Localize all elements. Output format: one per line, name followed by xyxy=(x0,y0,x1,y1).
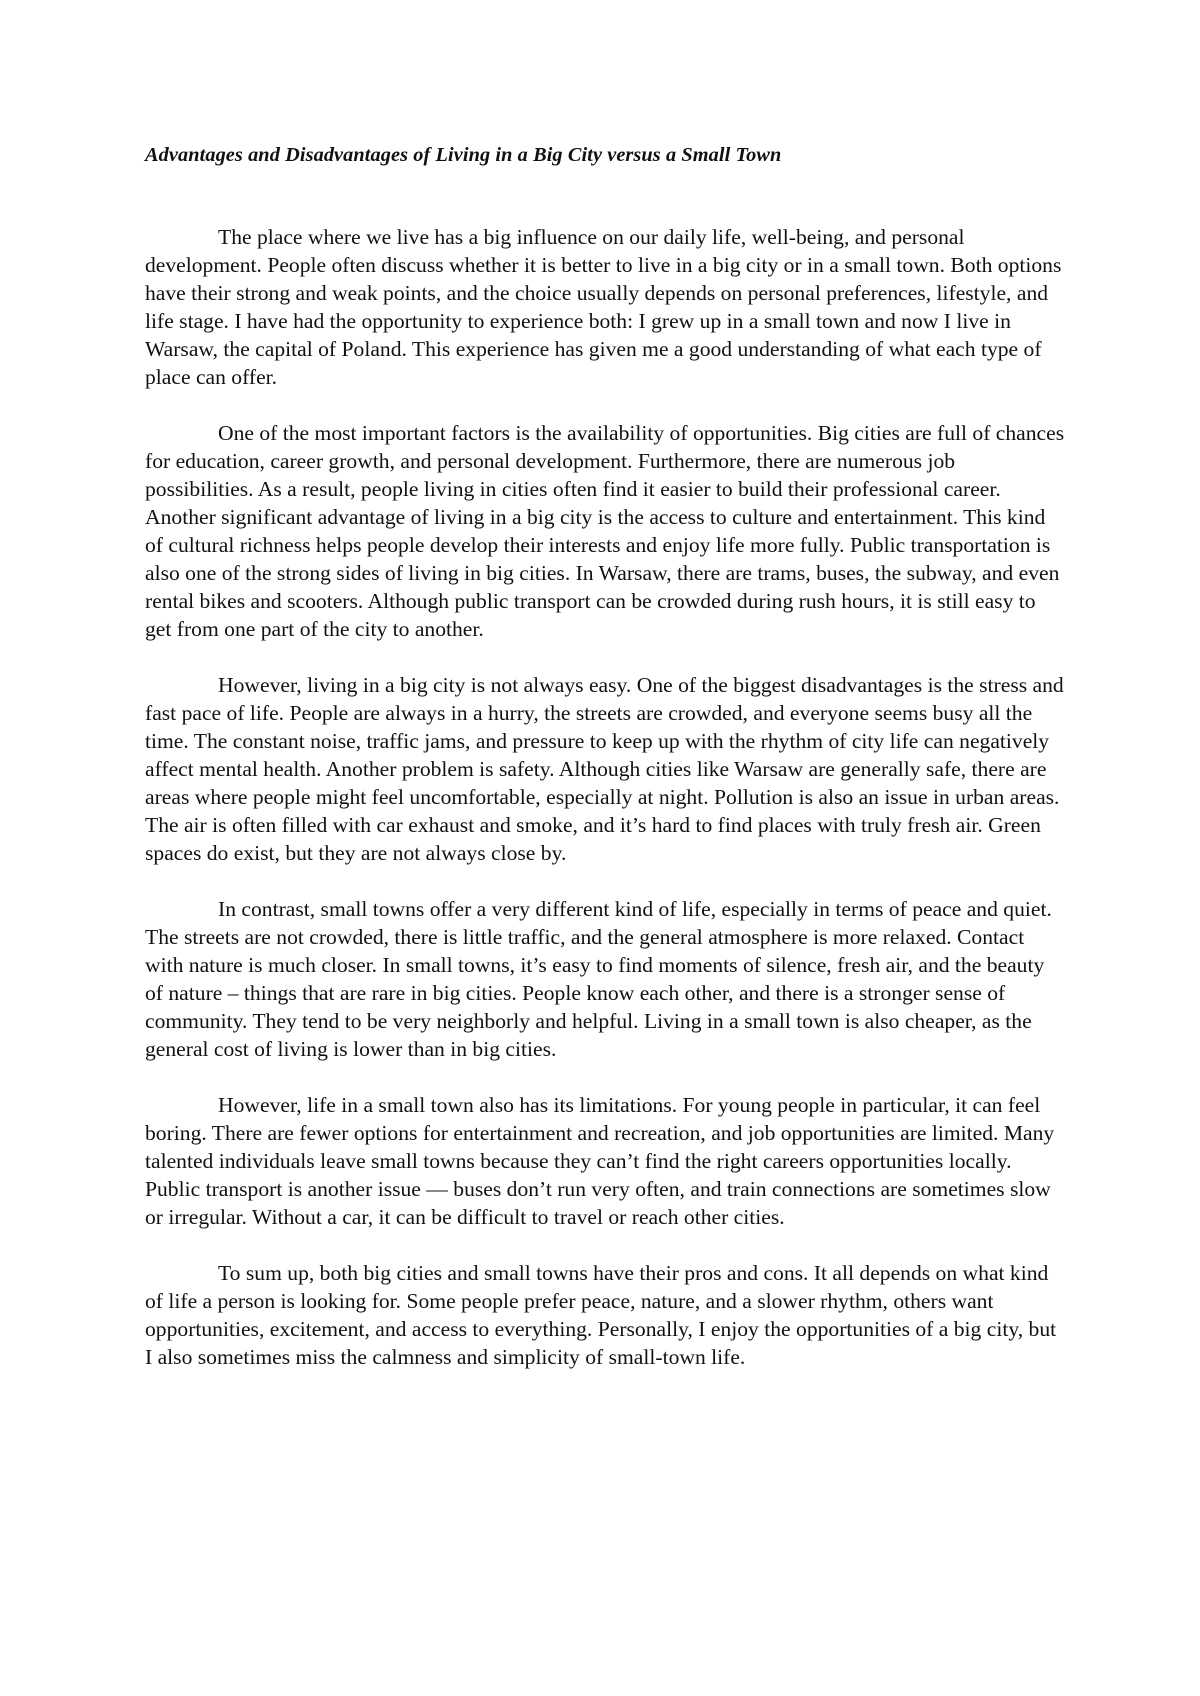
paragraph-conclusion: To sum up, both big cities and small towns have their pros and cons. It all depends on what kind of life a person is looking for. Some people prefer peace, nature, and a slower rhythm, others want opportunities, excitement, and access to everything. Personally, I enjoy the opportunities of a big city, but I also sometimes miss the calmness and simplicity of small-town life. xyxy=(145,1261,1057,1369)
paragraph-city-disadvantages: However, living in a big city is not always easy. One of the biggest disadvantages is the stress and fast pace of life. People are always in a hurry, the streets are crowded, and everyone seems busy all the time. The constant noise, traffic jams, and pressure to keep up with the rhythm of city life can negatively affect mental health. Another problem is safety. Although cities like Warsaw are generally safe, there are areas where people might feel uncomfortable, especially at night. Pollution is also an issue in urban areas. The air is often filled with car exhaust and smoke, and it’s hard to find places with truly fresh air. Green spaces do exist, but they are not always close by. xyxy=(145,673,1064,865)
document-title: Advantages and Disadvantages of Living in a Big City versus a Small Town xyxy=(145,144,782,166)
paragraph-introduction: The place where we live has a big influence on our daily life, well-being, and personal development. People often discuss whether it is better to live in a big city or in a small town. Both options have their strong and weak points, and the choice usually depends on personal preferences, lifestyle, and life stage. I have had the opportunity to experience both: I grew up in a small town and now I live in Warsaw, the capital of Poland. This experience has given me a good understanding of what each type of place can offer. xyxy=(145,225,1062,389)
paragraph-town-advantages: In contrast, small towns offer a very different kind of life, especially in terms of peace and quiet. The streets are not crowded, there is little traffic, and the general atmosphere is more relaxed. Contact with nature is much closer. In small towns, it’s easy to find moments of silence, fresh air, and the beauty of nature – things that are rare in big cities. People know each other, and there is a stronger sense of community. They tend to be very neighborly and helpful. Living in a small town is also cheaper, as the general cost of living is lower than in big cities. xyxy=(145,897,1052,1061)
paragraph-city-advantages: One of the most important factors is the availability of opportunities. Big cities are full of chances for education, career growth, and personal development. Furthermore, there are numerous job possibilities. As a result, people living in cities often find it easier to build their professional career. Another significant advantage of living in a big city is the access to culture and entertainment. This kind of cultural richness helps people develop their interests and enjoy life more fully. Public transportation is also one of the strong sides of living in big cities. In Warsaw, there are trams, buses, the subway, and even rental bikes and scooters. Although public transport can be crowded during rush hours, it is still easy to get from one part of the city to another. xyxy=(145,421,1065,641)
paragraph-town-disadvantages: However, life in a small town also has its limitations. For young people in particular, it can feel boring. There are fewer options for entertainment and recreation, and job opportunities are limited. Many talented individuals leave small towns because they can’t find the right careers opportunities locally. Public transport is another issue — buses don’t run very often, and train connections are sometimes slow or irregular. Without a car, it can be difficult to travel or reach other cities. xyxy=(145,1093,1055,1229)
